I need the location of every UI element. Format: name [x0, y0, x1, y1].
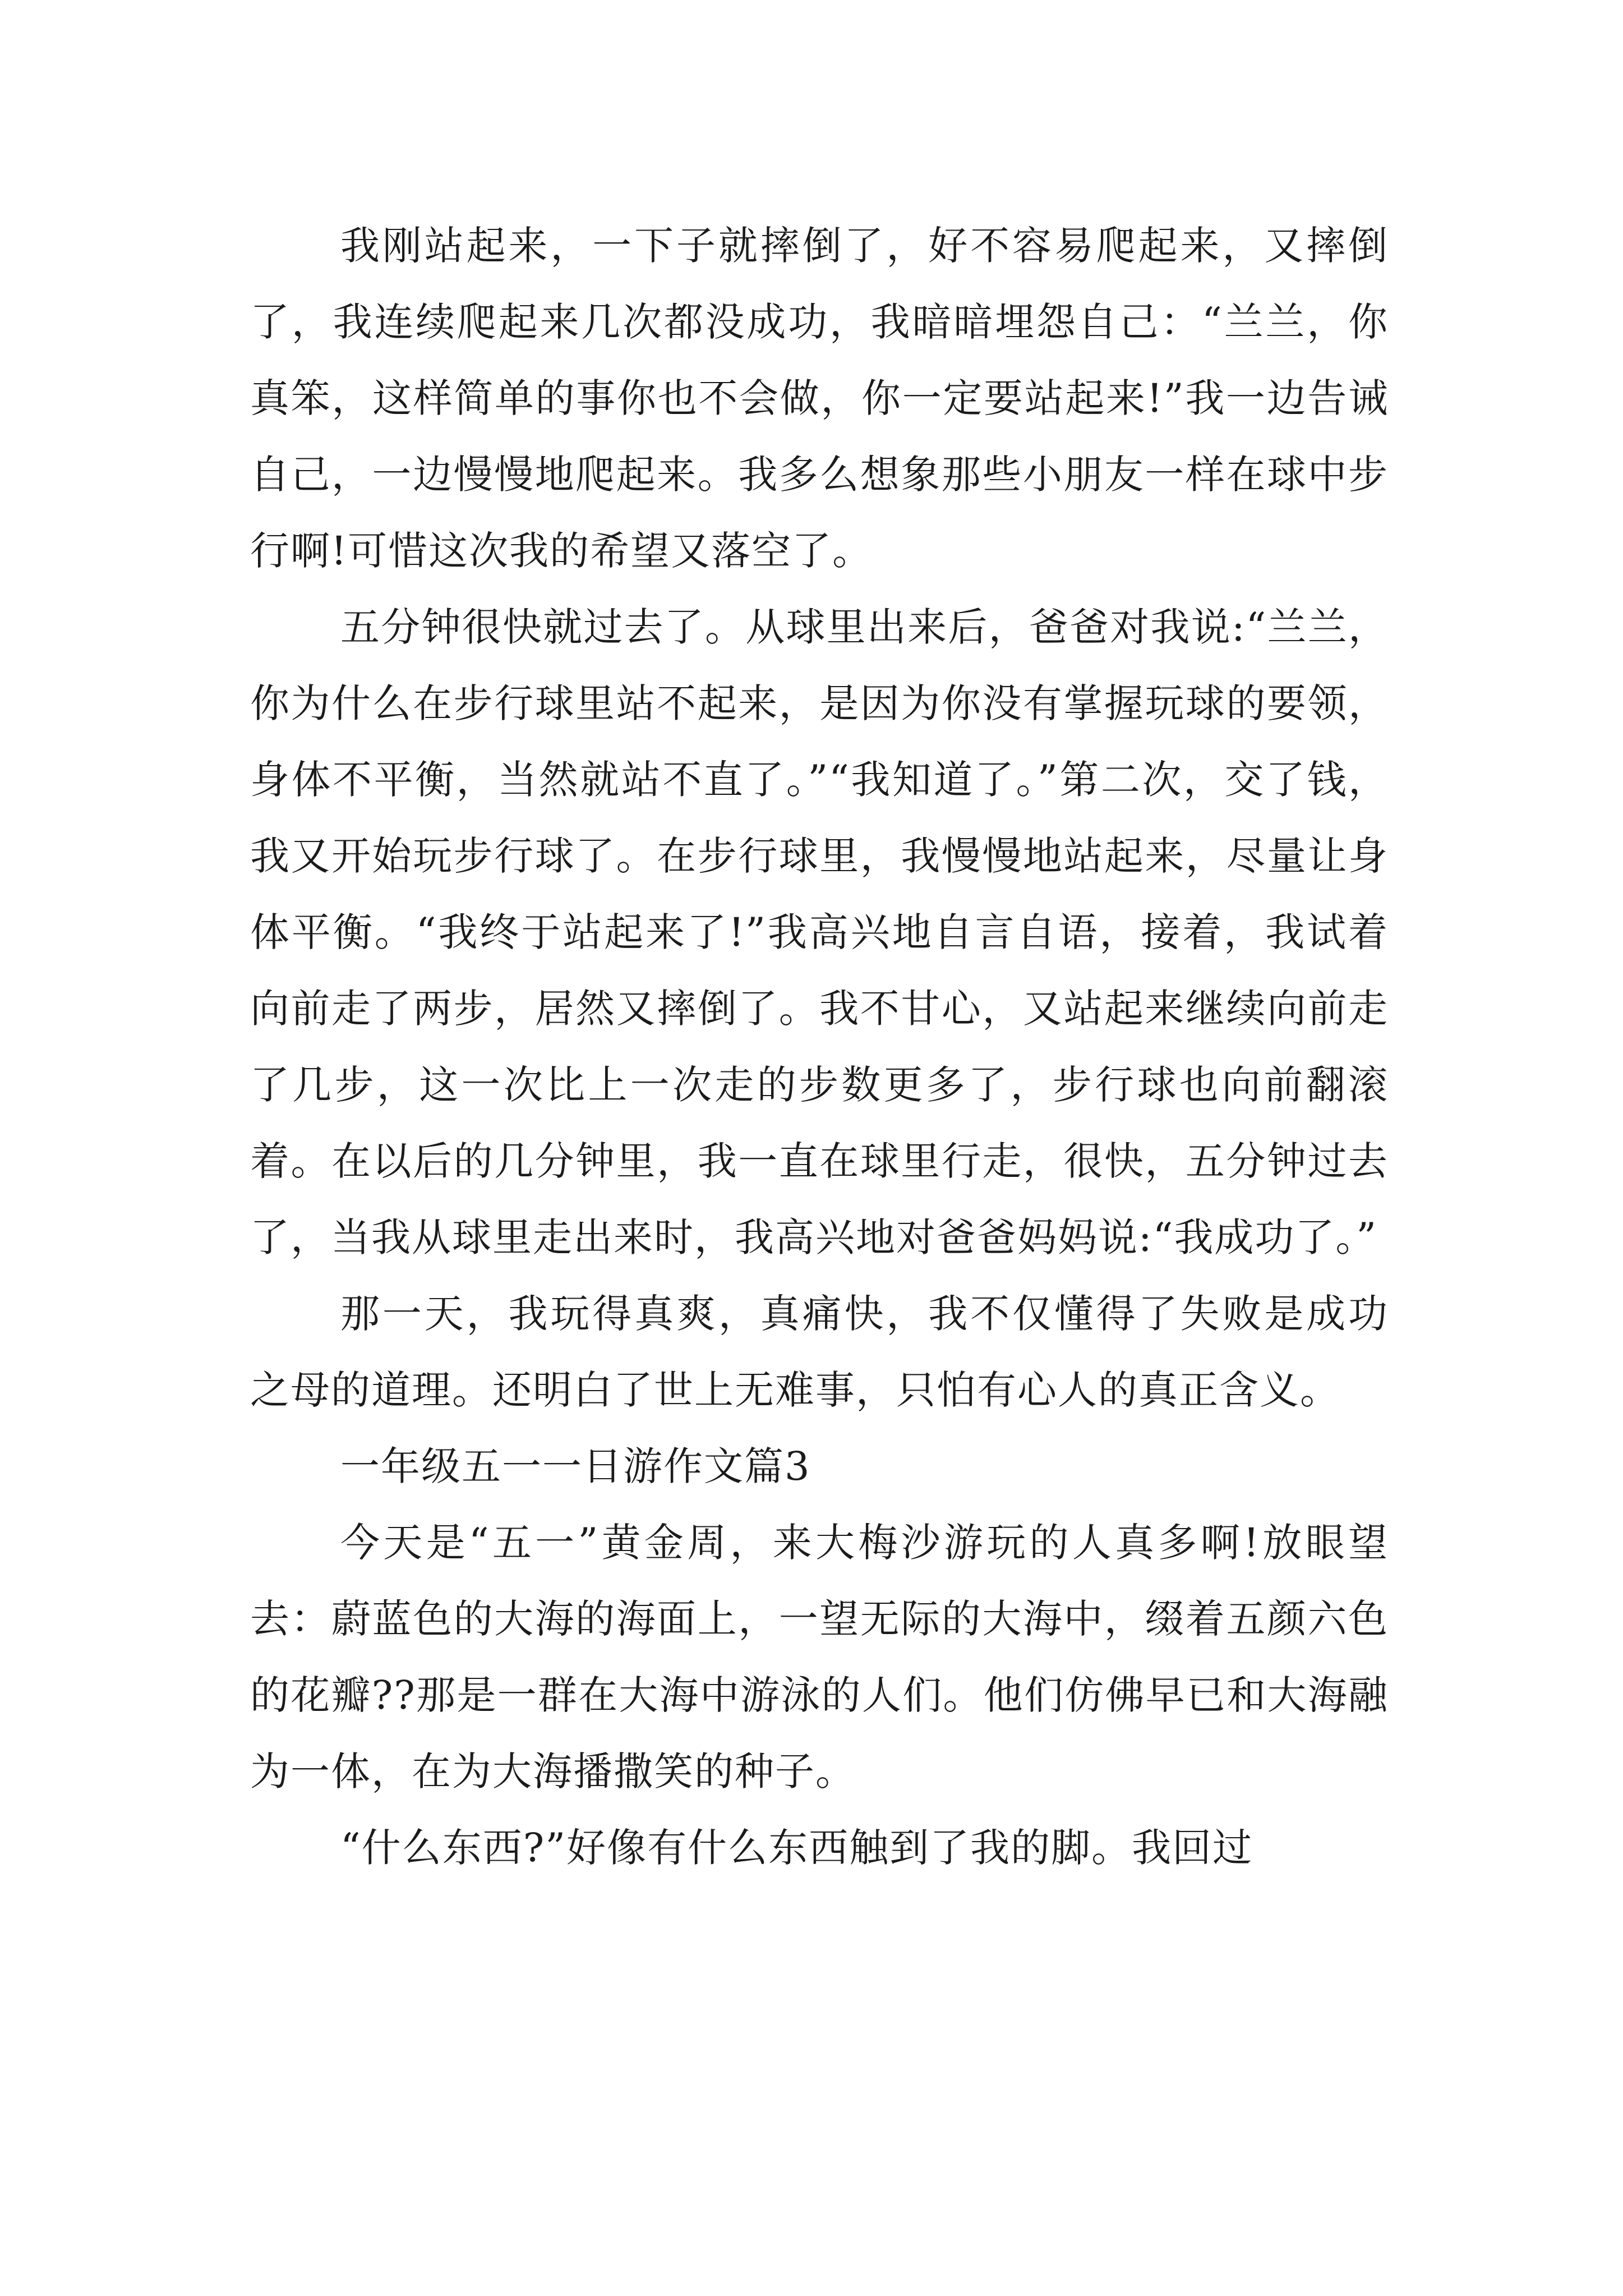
paragraph-4: 今天是“五一”黄金周，来大梅沙游玩的人真多啊!放眼望去：蔚蓝色的大海的海面上，一望无际的大海中，缀着五颜六色的花瓣??那是一群在大海中游泳的人们。他们仿佛早已和大海融为一体，在为大海播撒笑的种子。	[250, 1520, 1389, 1795]
paragraph-5: “什么东西?”好像有什么东西触到了我的脚。我回过	[340, 1825, 1253, 1871]
section-heading: 一年级五一一日游作文篇3	[340, 1443, 811, 1489]
paragraph-1: 我刚站起来，一下子就摔倒了，好不容易爬起来，又摔倒了，我连续爬起来几次都没成功，我暗暗埋怨自己：“兰兰，你真笨，这样简单的事你也不会做，你一定要站起来!”我一边告诫自己，一边慢慢地爬起来。我多么想象那些小朋友一样在球中步行啊!可惜这次我的希望又落空了。	[250, 223, 1389, 574]
paragraph-3: 那一天，我玩得真爽，真痛快，我不仅懂得了失败是成功之母的道理。还明白了世上无难事，只怕有心人的真正含义。	[250, 1291, 1389, 1413]
paragraph-2: 五分钟很快就过去了。从球里出来后，爸爸对我说:“兰兰，你为什么在步行球里站不起来，是因为你没有掌握玩球的要领，身体不平衡，当然就站不直了。”“我知道了。”第二次，交了钱，我又开始玩步行球了。在步行球里，我慢慢地站起来，尽量让身体平衡。“我终于站起来了!”我高兴地自言自语，接着，我试着向前走了两步，居然又摔倒了。我不甘心，又站起来继续向前走了几步，这一次比上一次走的步数更多了，步行球也向前翻滚着。在以后的几分钟里，我一直在球里行走，很快，五分钟过去了，当我从球里走出来时，我高兴地对爸爸妈妈说:“我成功了。”	[250, 604, 1389, 1260]
document-body	[250, 208, 1389, 1886]
